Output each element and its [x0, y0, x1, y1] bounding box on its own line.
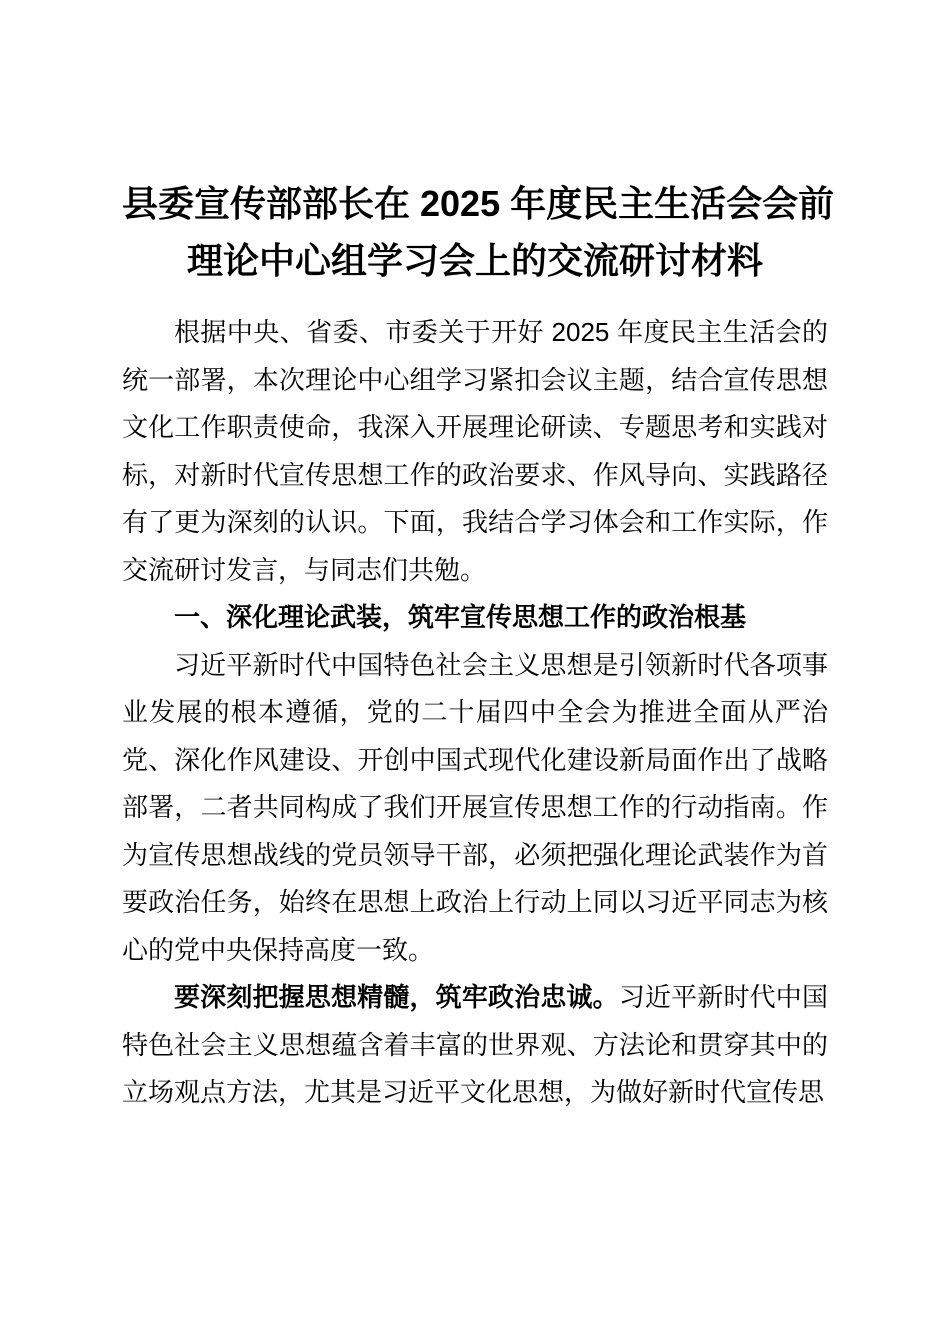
document-title	[122, 175, 835, 289]
paragraph-ideology	[122, 974, 828, 1117]
paragraph-lead-emphasis: 要深刻把握思想精髓，筑牢政治忠诚。	[174, 982, 619, 1012]
paragraph-theory-guidance: 习近平新时代中国特色社会主义思想是引领新时代各项事业发展的根本遵循，党的二十届四中全会为推进全面从严治党、深化作风建设、开创中国式现代化建设新局面作出了战略部署，二者共同构成了我们开展宣传思想工作的行动指南。作为宣传思想战线的党员领导干部，必须把强化理论武装作为首要政治任务，始终在思想上政治上行动上同以习近平同志为核心的党中央保持高度一致。	[122, 649, 828, 965]
document-title-line-1: 县委宣传部部长在 2025 年度民主生活会会前	[122, 183, 835, 224]
document-title-line-2: 理论中心组学习会上的交流研讨材料	[186, 240, 763, 281]
section-heading-1: 一、深化理论武装，筑牢宣传思想工作的政治根基	[174, 602, 747, 632]
paragraph-introduction: 根据中央、省委、市委关于开好 2025 年度民主生活会的统一部署，本次理论中心组学习紧扣会议主题，结合宣传思想文化工作职责使命，我深入开展理论研读、专题思考和实践对标，对新时代宣传思想工作的政治要求、作风导向、实践路径有了更为深刻的认识。下面，我结合学习体会和工作实际，作交流研讨发言，与同志们共勉。	[122, 317, 828, 585]
paragraph-ideology-body: 习近平新时代中国特色社会主义思想蕴含着丰富的世界观、方法论和贯穿其中的立场观点方法，尤其是习近平文化思想，为做好新时代宣传思	[122, 982, 828, 1107]
